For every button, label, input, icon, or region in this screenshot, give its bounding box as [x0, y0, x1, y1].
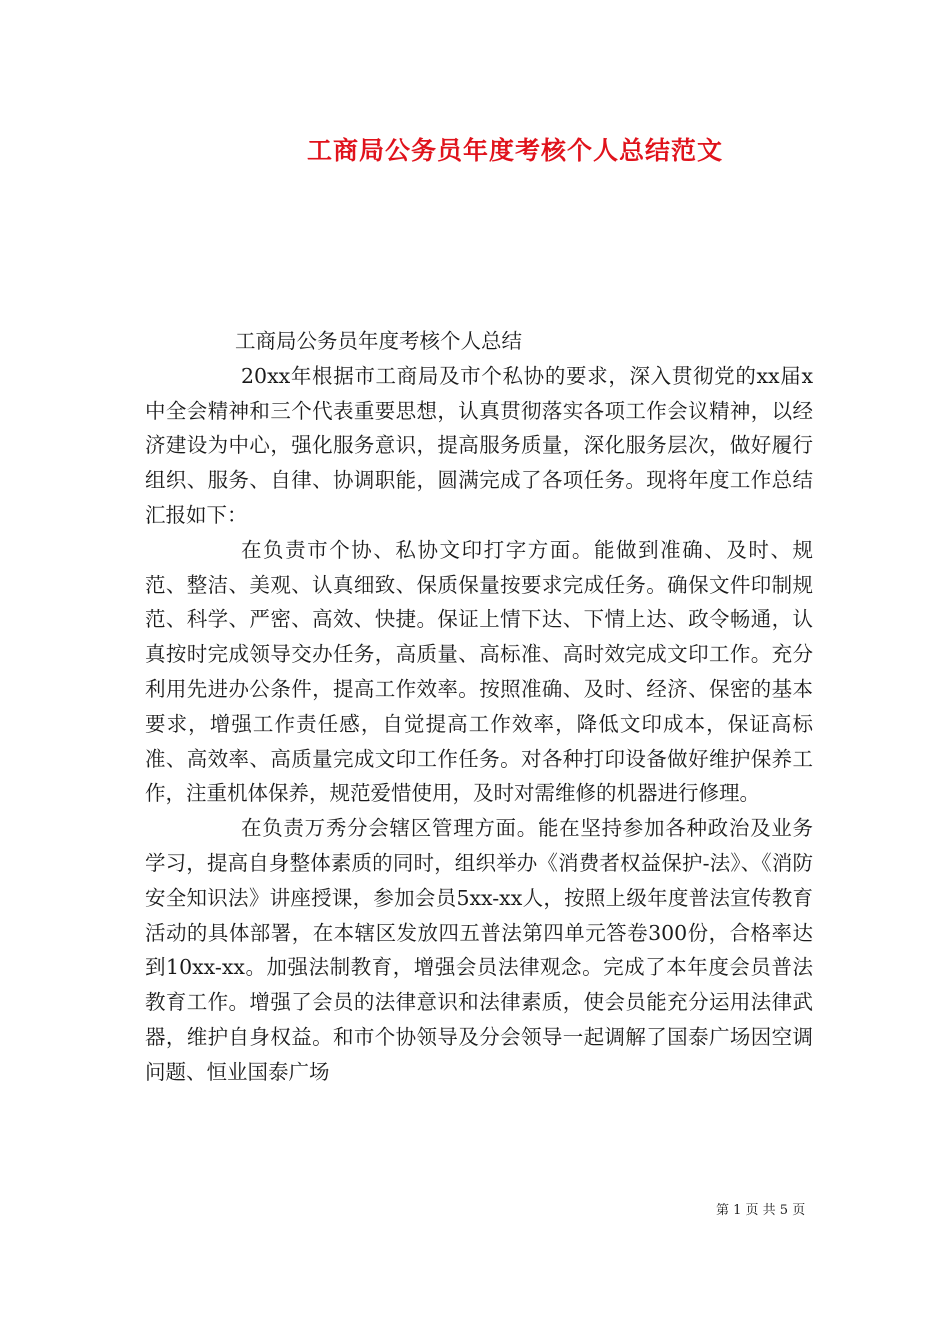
document-title: 工商局公务员年度考核个人总结范文: [306, 136, 723, 165]
paragraph-intro: 20xx年根据市工商局及市个私协的要求，深入贯彻党的xx届x中全会精神和三个代表重要思想，认真贯彻落实各项工作会议精神，以经济建设为中心，强化服务意识，提高服务质量，深化服务层次，做好履行组织、服务、自律、协调职能，圆满完成了各项任务。现将年度工作总结汇报如下：: [145, 363, 813, 527]
document-subtitle: 工商局公务员年度考核个人总结: [235, 329, 522, 353]
document-body: [145, 324, 813, 1090]
paragraph-printing-work: 在负责市个协、私协文印打字方面。能做到准确、及时、规范、整洁、美观、认真细致、保质保量按要求完成任务。确保文件印制规范、科学、严密、高效、快捷。保证上情下达、下情上达、政令畅通，认真按时完成领导交办任务，高质量、高标准、高时效完成文印工作。充分利用先进办公条件，提高工作效率。按照准确、及时、经济、保密的基本要求，增强工作责任感，自觉提高工作效率，降低文印成本，保证高标准、高效率、高质量完成文印工作任务。对各种打印设备做好维护保养工作，注重机体保养，规范爱惜使用，及时对需维修的机器进行修理。: [145, 537, 813, 806]
paragraph-district-management: 在负责万秀分会辖区管理方面。能在坚持参加各种政治及业务学习，提高自身整体素质的同时，组织举办《消费者权益保护-法》、《消防安全知识法》讲座授课，参加会员5xx-xx人，按照上级年度普法宣传教育活动的具体部署，在本辖区发放四五普法第四单元答卷300份，合格率达到10xx-xx。加强法制教育，增强会员法律观念。完成了本年度会员普法教育工作。增强了会员的法律意识和法律素质，使会员能充分运用法律武器，维护自身权益。和市个协领导及分会领导一起调解了国泰广场因空调问题、恒业国泰广场: [145, 816, 813, 1084]
page-number: 第 1 页 共 5 页: [716, 1203, 806, 1218]
